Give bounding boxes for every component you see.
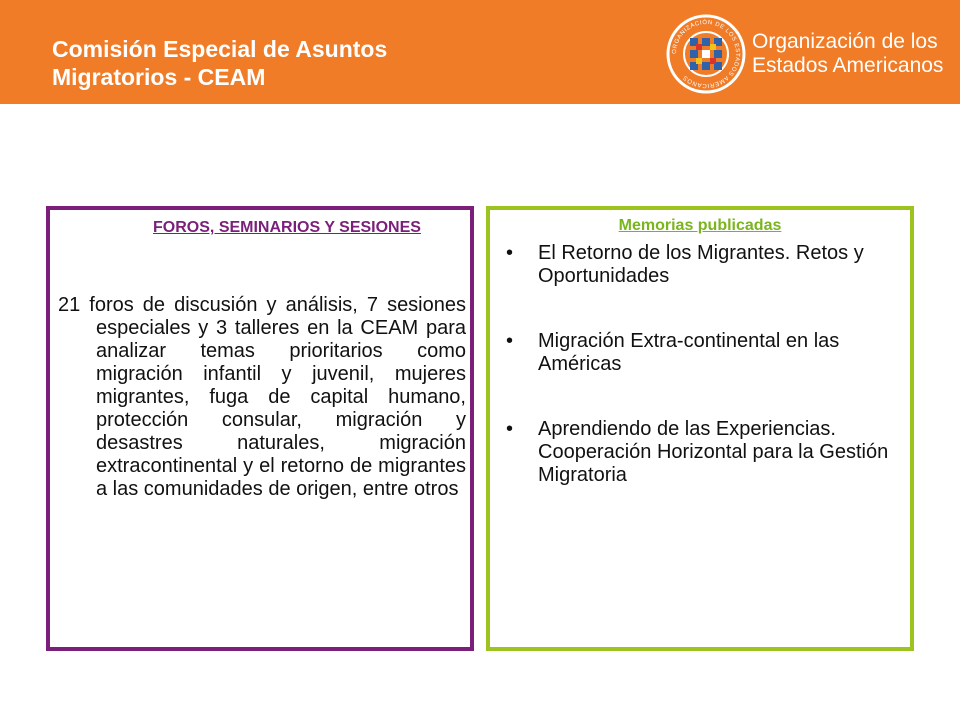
organization-name: [752, 30, 943, 78]
publication-title: El Retorno de los Migrantes. Retos y Oportunidades: [538, 242, 864, 287]
list-item: [496, 418, 904, 487]
publication-title: Aprendiendo de las Experiencias. Cooperación Horizontal para la Gestión Migratoria: [538, 418, 889, 486]
bullet-icon: •: [506, 242, 514, 264]
publications-panel-title: Memorias publicadas: [618, 217, 782, 234]
page-title-line-2: Migratorios - CEAM: [52, 64, 266, 90]
list-item: [496, 242, 904, 288]
organization-name-line-1: Organización de los: [752, 30, 938, 53]
publication-title: Migración Extra-continental en las Américas: [538, 330, 840, 375]
publications-list: [496, 242, 904, 529]
list-item: [496, 330, 904, 376]
forums-panel: [46, 206, 474, 651]
publications-panel: [486, 206, 914, 651]
bullet-icon: •: [506, 330, 514, 352]
emblem-ring-text: ORGANIZACIÓN DE LOS ESTADOS AMERICANOS: [671, 19, 741, 89]
forums-panel-title: FOROS, SEMINARIOS Y SESIONES: [153, 219, 421, 236]
oas-emblem-icon: [666, 14, 746, 94]
page-title: [52, 35, 387, 91]
header-bar: [0, 0, 960, 104]
forums-panel-body: 21 foros de discusión y análisis, 7 sesiones especiales y 3 talleres en la CEAM para analizar temas prioritarios como migración infantil y juvenil, mujeres migrantes, fuga de capital humano, protección consular, migración y desastres naturales, migración extracontinental y el retorno de migrantes a las comunidades de origen, entre otros: [58, 294, 466, 500]
bullet-icon: •: [506, 418, 514, 440]
page-title-line-1: Comisión Especial de Asuntos: [52, 36, 388, 62]
organization-name-line-2: Estados Americanos: [752, 54, 944, 77]
